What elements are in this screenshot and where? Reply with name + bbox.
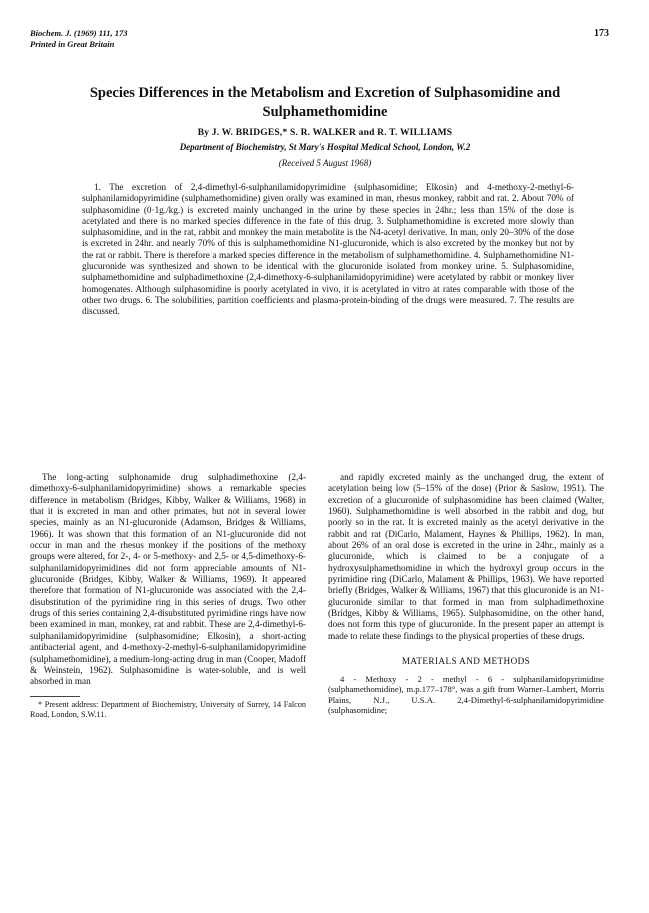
section-heading-materials-methods: MATERIALS AND METHODS — [401, 656, 531, 667]
methods-text: 4 - Methoxy - 2 - methyl - 6 - sulphanilamidopyrimidine (sulphamethomidine), m.p.177–178°, was a gift from Warner–Lambert, Morris Plains, N.J., U.S.A. 2,4-Dimethyl-6-sulphanilamidopyrimidine (sulphasomidine; — [328, 673, 604, 715]
received-date: (Received 5 August 1968) — [278, 158, 372, 168]
abstract — [82, 182, 574, 318]
left-column — [30, 472, 306, 720]
intro-paragraph-left: The long-acting sulphonamide drug sulphadimethoxine (2,4-dimethoxy-6-sulphanilamidopyrimidine) shows a remarkable species difference in metabolism (Bridges, Kibby, Walker & Williams, 1968) in that it is excreted in man and other primates, but not in several lower species, mainly as an N1-glucuronide (Adamson, Bridges & Williams, 1966). It was shown that this formation of an N1-glucuronide did not occur in man and the rhesus monkey if the positions of the methoxy groups were altered, for 2-, 4- or 5-methoxy- and 2,5- or 4,5-dimethoxy-6-sulphanilamidopyrimidines did not form appreciable amounts of N1-glucuronide (Bridges, Kibby, Walker & Williams, 1969). It appeared therefore that formation of N1-glucuronide was associated with the 2,4-disubstitution of the pyrimidine ring in this series of drugs. Two other drugs of this series containing 2,4-disubstituted pyrimidine rings have now been examined in man, monkey, rat and rabbit. These are 2,4-dimethyl-6-sulphanilamidopyrimidine (sulphasomidine; Elkosin), a short-acting antibacterial agent, and 4-methoxy-2-methyl-6-sulphanilamidopyrimidine (sulphamethomidine), a medium-long-acting drug in man (Cooper, Madoff & Weinstein, 1962). Sulphasomidine is water-soluble, and is well absorbed in man — [30, 472, 306, 687]
page-number: 173 — [594, 28, 609, 39]
footnote: * Present address: Department of Biochemistry, University of Surrey, 14 Falcon Road, London, S.W.11. — [30, 699, 306, 719]
intro-paragraph-right: and rapidly excreted mainly as the unchanged drug, the extent of acetylation being low (5–15% of the dose) (Prior & Saslow, 1951). The excretion of a glucuronide of sulphasomidine has been claimed (Walter, 1960). Sulphamethomidine is well absorbed in the rabbit and dog, but poorly so in the rat. It is excreted mainly as the acetyl derivative in the rabbit and rat (DiCarlo, Malament, Haynes & Phillips, 1962). In man, about 26% of an oral dose is excreted in the urine in 24hr., mainly as a glucuronide, which is claimed to be a conjugate of a hydroxysulphamethomidine in which the hydroxyl group occurs in the pyrimidine ring (DiCarlo, Malament & Phillips, 1963). We have reported briefly (Bridges, Walker & Williams, 1967) that this glucuronide is an N1-glucuronide similar to that formed in man from sulphadimethoxine (Bridges, Kibby & Williams, 1965). Sulphasomidine, on the other hand, does not form this type of glucuronide. In the present paper an attempt is made to relate these findings to the physical properties of these drugs. — [328, 472, 604, 641]
department-affiliation: Department of Biochemistry, St Mary's Hospital Medical School, London, W.2 — [179, 142, 471, 152]
journal-citation-block — [30, 28, 128, 50]
abstract-text: 1. The excretion of 2,4-dimethyl-6-sulphanilamidopyrimidine (sulphasomidine; Elkosin) and 4-methoxy-2-methyl-6-sulphanilamidopyrimidine (sulphamethomidine) given orally was examined in man, rhesus monkey, rabbit and rat. 2. About 70% of sulphasomidine (0·1g./kg.) is excreted mainly unchanged in the urine by these species in 24hr.; less than 15% of the dose is acetylated and there is no marked species difference in the fate of this drug. 3. Sulphamethomidine is excreted more slowly than sulphasomidine, and in the rat, rabbit and monkey the main metabolite is the N4-acetyl derivative. In man, only 20–30% of the dose is excreted in 24hr. and nearly 70% of this is sulphamethomidine N1-glucuronide, which is also excreted by the monkey but not by the rat or rabbit. There is therefore a marked species difference in the metabolism of sulphamethomidine. 4. Sulphamethomidine N1-glucuronide was synthesized and shown to be identical with the glucuronide isolated from monkey urine. 5. Sulphasomidine, sulphamethomidine and sulphadimethoxine (2,4-dimethoxy-6-sulphanilamidopyrimidine) were acetylated by rabbit or monkey liver homogenates. Although sulphasomidine is poorly acetylated in vivo, it is acetylated in vitro at rates comparable with those of the other two drugs. 6. The solubilities, partition coefficients and plasma-protein-binding of the drugs were measured. 7. The results are discussed. — [82, 182, 574, 317]
journal-citation: Biochem. J. (1969) 111, 173 — [30, 28, 128, 38]
article-title: Species Differences in the Metabolism and Excretion of Sulphasomidine and Sulphamethomidine — [89, 85, 561, 120]
right-column — [328, 472, 604, 716]
printed-in: Printed in Great Britain — [30, 39, 115, 49]
authors: By J. W. BRIDGES,* S. R. WALKER and R. T. WILLIAMS — [197, 128, 453, 138]
footnote-rule — [30, 696, 80, 697]
